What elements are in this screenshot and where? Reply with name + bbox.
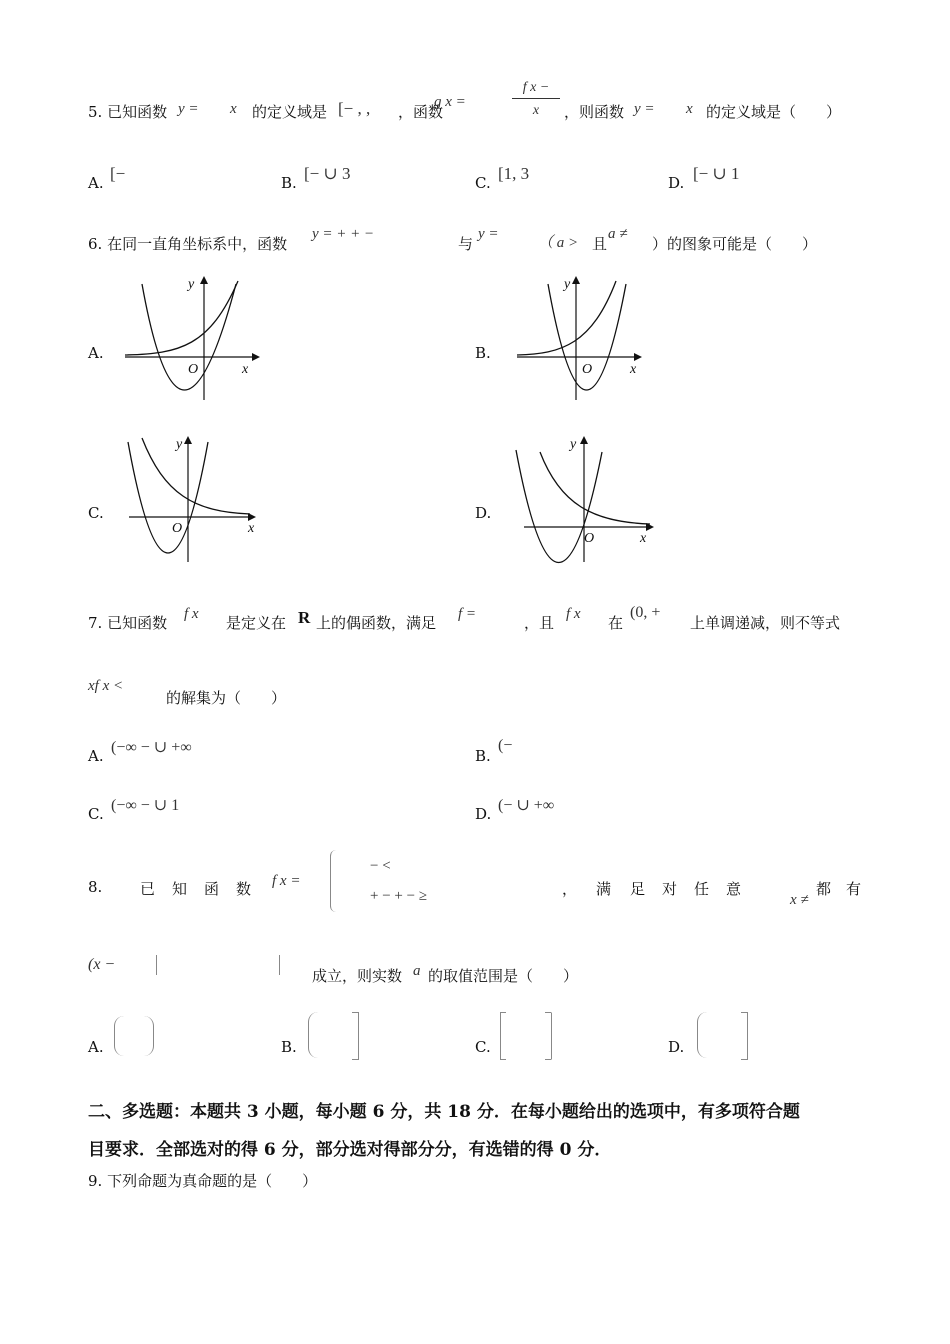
exponential-curve xyxy=(540,452,650,524)
q5-x1: x xyxy=(230,101,237,117)
y-axis-arrow xyxy=(200,276,208,284)
q5-option-c-label[interactable]: C. xyxy=(475,174,491,192)
q8-condition: x ≠ xyxy=(790,892,809,908)
section-2-line-2: 目要求．全部选对的得 6 分，部分选对得部分分，有选错的得 0 分． xyxy=(88,1140,612,1160)
q8-option-d-label[interactable]: D. xyxy=(668,1038,685,1056)
q6-y2: y = xyxy=(478,226,499,242)
origin-label: O xyxy=(172,521,183,536)
q7-mid1: 是定义在 xyxy=(226,614,287,632)
q5-option-a-label[interactable]: A. xyxy=(88,174,104,192)
q7-option-c-math: (−∞ − ∪ 1 xyxy=(111,797,180,814)
q8-comma: ， xyxy=(562,880,578,898)
origin-label: O xyxy=(584,531,595,546)
q5-y1: y = xyxy=(178,101,199,117)
q8-case-1: − < xyxy=(370,858,391,874)
q8-line2-text: 成立，则实数 xyxy=(312,967,403,985)
x-axis-arrow xyxy=(252,353,260,361)
parabola-curve xyxy=(128,442,208,553)
y-axis-label: y xyxy=(188,277,195,292)
q6-cond-mid: 且 xyxy=(592,235,608,253)
x-axis-label: x xyxy=(640,531,647,546)
q5-y2: y = xyxy=(634,101,655,117)
q8-line2-fragment: (x − xyxy=(88,956,116,973)
q7-inequality: xf x < xyxy=(88,678,124,694)
y-axis-label: y xyxy=(570,437,577,452)
q6-stem-prefix: 6. 在同一直角坐标系中，函数 xyxy=(88,235,288,253)
y-axis-label: y xyxy=(176,437,183,452)
q5-stem-mid3: ，则函数 xyxy=(564,103,625,121)
x-axis-arrow xyxy=(634,353,642,361)
y-axis-arrow xyxy=(184,436,192,444)
q8-option-a-label[interactable]: A. xyxy=(88,1038,104,1056)
y-axis-arrow xyxy=(580,436,588,444)
q7-option-b-label[interactable]: B. xyxy=(475,747,491,765)
y-axis-label: y xyxy=(564,277,571,292)
q8-option-c-label[interactable]: C. xyxy=(475,1038,491,1056)
q5-stem-mid1: 的定义域是 xyxy=(252,103,328,121)
section-2-line-1: 二、多选题：本题共 3 小题，每小题 6 分，共 18 分．在每小题给出的选项中，有多项符合题 xyxy=(88,1102,800,1122)
q5-stem-mid2: ，函数 xyxy=(398,103,444,121)
q8-tail-char: 足 xyxy=(630,880,646,898)
q7-f1: f x xyxy=(184,606,199,622)
q8-piecewise-brace xyxy=(330,850,341,912)
q7-option-b-math: (− xyxy=(498,737,513,754)
q8-stem-char: 函 xyxy=(204,880,220,898)
q7-f3: f x xyxy=(566,606,581,622)
q6-option-d-label[interactable]: D. xyxy=(475,504,492,522)
q8-tail-end: 都 xyxy=(816,880,832,898)
q8-line2-end: 的取值范围是（ ） xyxy=(428,967,579,985)
q6-option-c-label[interactable]: C. xyxy=(88,504,104,522)
q8-case-2: + − + − ≥ xyxy=(370,888,428,904)
q7-option-a-math: (−∞ − ∪ +∞ xyxy=(111,739,192,756)
q5-g-expression: g x = xyxy=(434,94,466,110)
q8-tail-char: 任 xyxy=(694,880,710,898)
q5-x2: x xyxy=(686,101,693,117)
q7-option-a-label[interactable]: A. xyxy=(88,747,104,765)
q8-number: 8. xyxy=(88,878,103,896)
q7-option-d-label[interactable]: D. xyxy=(475,805,492,823)
q5-stem-prefix: 5. 已知函数 xyxy=(88,103,168,121)
q8-option-a-interval xyxy=(114,1016,154,1056)
q5-option-c-math: [1, 3 xyxy=(498,164,530,183)
q7-option-d-math: (− ∪ +∞ xyxy=(498,797,555,814)
exponential-curve xyxy=(125,281,238,355)
q6-cond1: （ a > xyxy=(538,235,579,251)
q5-domain-fragment: [− , , xyxy=(338,99,371,118)
q6-option-a-label[interactable]: A. xyxy=(88,344,104,362)
q8-stem-char: 已 xyxy=(140,880,156,898)
q6-graph-a[interactable] xyxy=(120,276,260,410)
q8-option-d-interval-right xyxy=(741,1012,748,1060)
x-axis-label: x xyxy=(630,362,637,377)
q6-stem-end: ）的图象可能是（ ） xyxy=(652,235,818,253)
q7-line2-end: 的解集为（ ） xyxy=(166,689,287,707)
q6-option-b-label[interactable]: B. xyxy=(475,344,491,362)
q5-option-d-math: [− ∪ 1 xyxy=(693,164,740,183)
q6-graph-d[interactable] xyxy=(512,434,662,568)
q6-y1: y = + + − xyxy=(312,226,375,242)
q9-stem: 9. 下列命题为真命题的是（ ） xyxy=(88,1172,318,1190)
x-axis-label: x xyxy=(242,362,249,377)
q8-tail-char: 意 xyxy=(726,880,742,898)
q8-tail-char: 满 xyxy=(596,880,612,898)
q7-real-set: R xyxy=(298,608,311,627)
q8-tail-end: 有 xyxy=(846,880,862,898)
q5-fraction-numerator: f x − xyxy=(522,80,550,95)
q5-fraction xyxy=(512,80,560,119)
x-axis-label: x xyxy=(248,521,255,536)
y-axis-arrow xyxy=(572,276,580,284)
q8-option-b-label[interactable]: B. xyxy=(281,1038,297,1056)
q8-bracket-expression xyxy=(156,955,280,975)
q6-mid: 与 xyxy=(458,235,474,253)
q7-f2: f = xyxy=(458,606,477,622)
q5-option-b-label[interactable]: B. xyxy=(281,174,297,192)
q7-stem-end: 上单调递减，则不等式 xyxy=(690,614,841,632)
q8-option-c-left-tick xyxy=(500,1012,506,1060)
q8-variable-a: a xyxy=(413,963,421,979)
origin-label: O xyxy=(582,362,593,377)
q6-cond2: a ≠ xyxy=(608,226,628,242)
q7-stem-prefix: 7. 已知函数 xyxy=(88,614,168,632)
origin-label: O xyxy=(188,362,199,377)
q8-tail-char: 对 xyxy=(662,880,678,898)
q7-mid4: 在 xyxy=(608,614,624,632)
q8-stem-char: 知 xyxy=(172,880,188,898)
q5-option-b-math: [− ∪ 3 xyxy=(304,164,351,183)
q7-interval: (0, + xyxy=(630,604,661,621)
q6-graph-c[interactable] xyxy=(124,434,264,568)
q8-option-c-right-tick xyxy=(545,1012,551,1060)
q5-fraction-denominator: x xyxy=(532,103,540,118)
q5-option-d-label[interactable]: D. xyxy=(668,174,685,192)
q8-stem-char: 数 xyxy=(236,880,252,898)
q7-mid2: 上的偶函数，满足 xyxy=(316,614,437,632)
q5-option-a-math: [− xyxy=(110,164,126,183)
q7-mid3: ，且 xyxy=(524,614,555,632)
q5-stem-end: 的定义域是（ ） xyxy=(706,103,842,121)
q7-option-c-label[interactable]: C. xyxy=(88,805,104,823)
q8-option-b-interval-right xyxy=(352,1012,359,1060)
q5-fraction-bar xyxy=(512,98,560,99)
exponential-curve xyxy=(517,281,616,355)
q8-f: f x = xyxy=(272,873,301,889)
q6-graph-b[interactable] xyxy=(512,276,652,410)
exponential-curve xyxy=(142,438,250,514)
